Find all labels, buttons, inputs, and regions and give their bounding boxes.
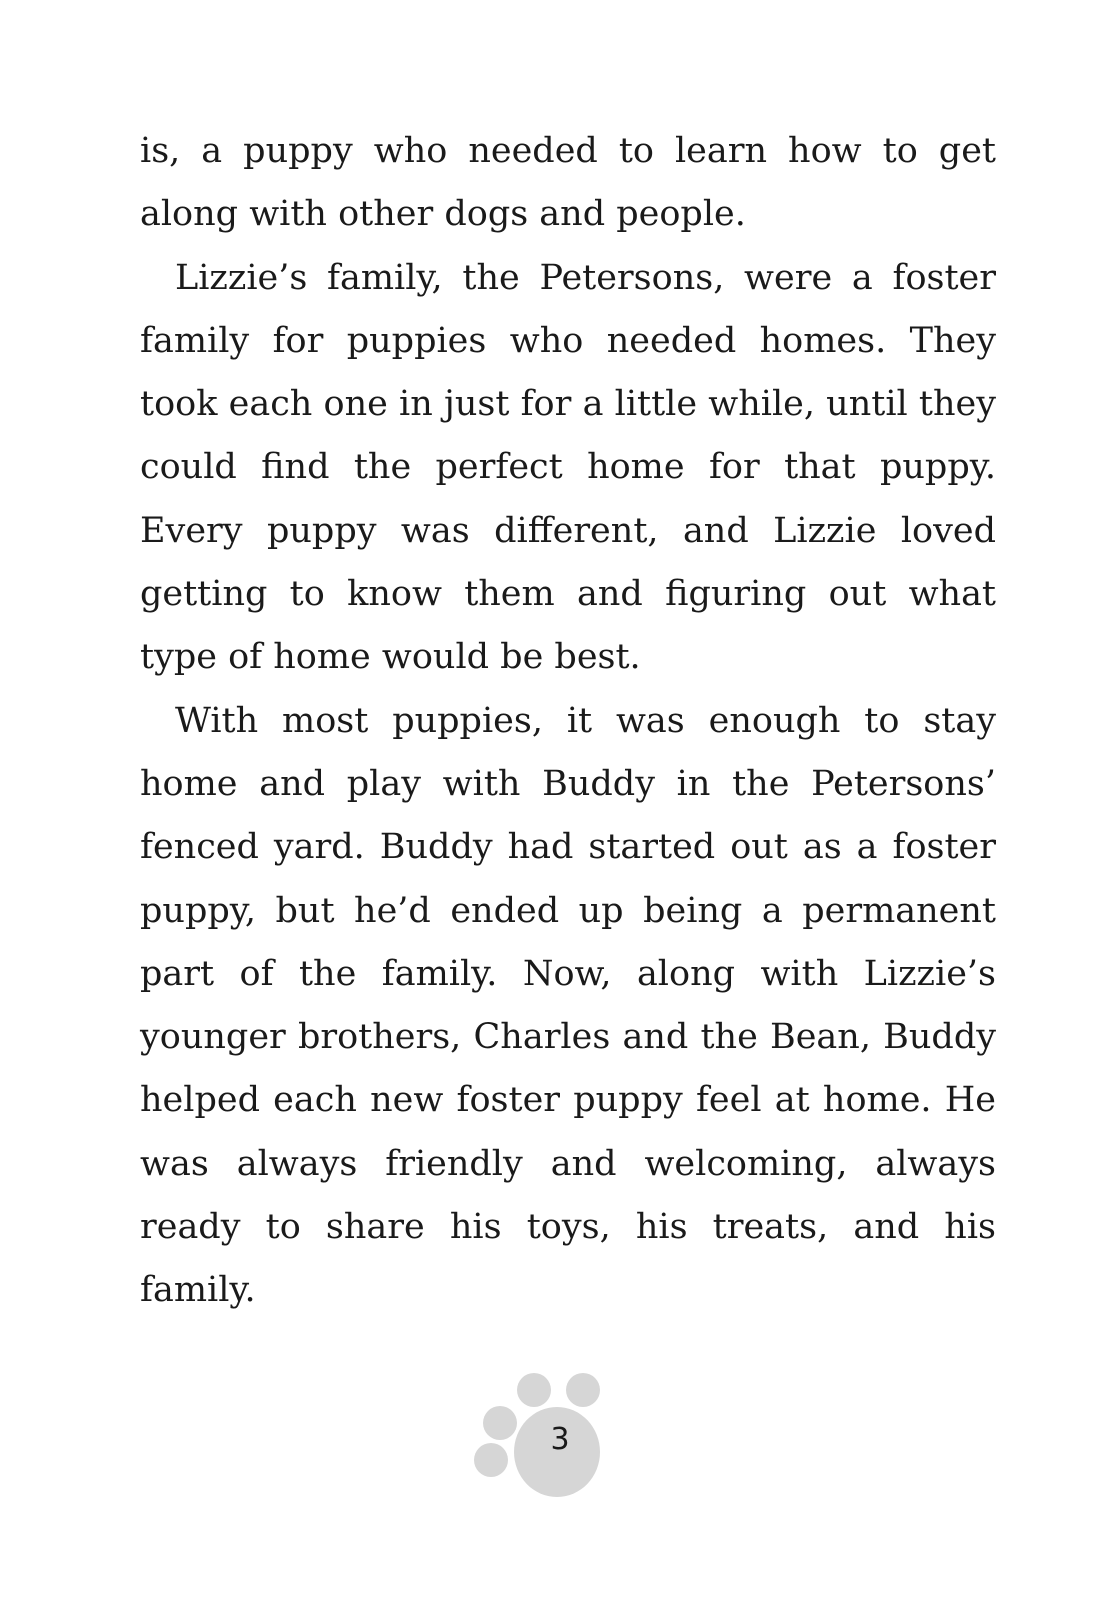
paragraph-1: is, a puppy who needed to learn how to get along with other dogs and people. <box>140 131 996 235</box>
page-number: 3 <box>550 1422 570 1457</box>
paragraph-3: With most puppies, it was enough to stay home and play with Buddy in the Petersons’ fenced yard. Buddy had started out as a foster puppy, but he’d ended up being a permanent part of the family. Now, along with Lizzie’s younger brothers, Charles and the Bean, Buddy helped each new foster puppy feel at home. He was always friendly and welcoming, always ready to share his toys, his treats, and his family. <box>140 700 996 1311</box>
body-text <box>140 120 996 1323</box>
paragraph-2: Lizzie’s family, the Petersons, were a foster family for puppies who needed homes. They took each one in just for a little while, until they could find the perfect home for that puppy. Every puppy was different, and Lizzie loved getting to know them and figuring out what type of home would be best. <box>140 257 996 678</box>
